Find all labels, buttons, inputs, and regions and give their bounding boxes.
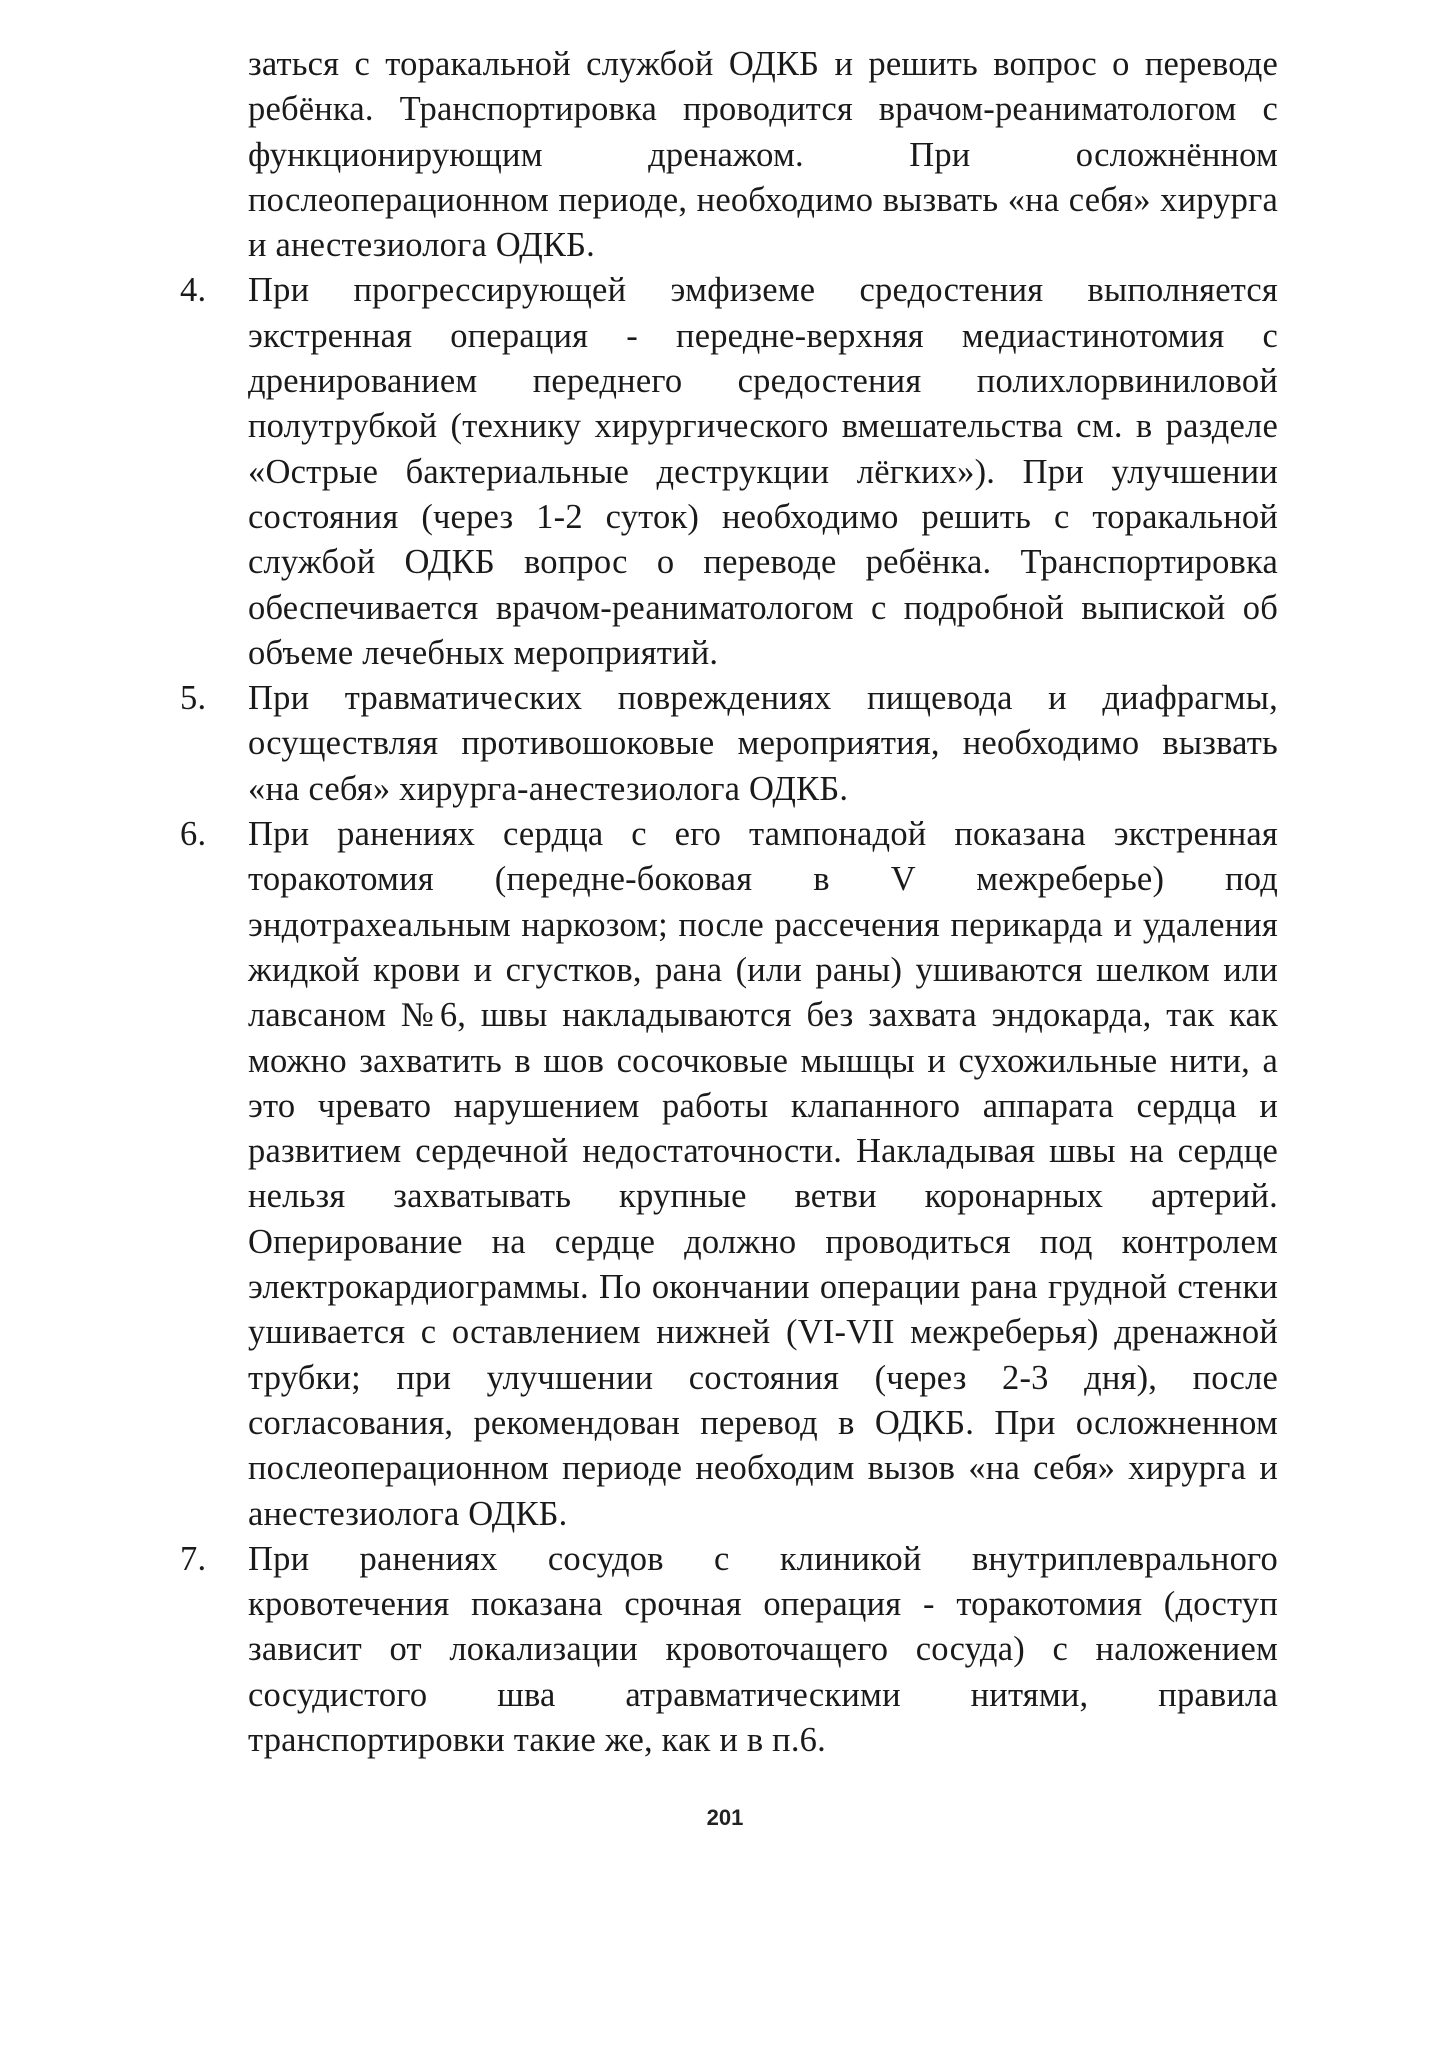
list-item-text: При прогрессирующей эмфиземе средостения выполняется экстренная операция - передне-верхняя медиастинотомия с дренированием переднего средостения полихлорвиниловой полутрубкой (технику хирургического вмешательства см. в разделе «Острые бактериальные деструкции лёгких»). При улучшении состояния (через 1-2 суток) необходимо решить с торакальной службой ОДКБ вопрос о переводе ребёнка. Транспортировка обеспечивается врачом-реаниматологом с подробной выпиской об объеме лечебных мероприятий. — [248, 271, 1278, 672]
list-item-6 — [180, 812, 1278, 1537]
body-text — [180, 42, 1278, 1763]
list-item-text: При травматических повреждениях пищевода и диафрагмы, осуществляя противошоковые мероприятия, необходимо вызвать «на себя» хирурга-анестезиолога ОДКБ. — [248, 679, 1278, 808]
list-number: 6. — [180, 815, 207, 854]
list-number: 5. — [180, 679, 207, 718]
page-number: 201 — [706, 1805, 744, 1830]
continuation-paragraph: заться с торакальной службой ОДКБ и решить вопрос о переводе ребёнка. Транспортировка проводится врачом-реаниматологом с функционирующим дренажом. При осложнённом послеоперационном периоде, необходимо вызвать «на себя» хирурга и анестезиолога ОДКБ. — [248, 45, 1278, 265]
list-item-text: При ранениях сосудов с клиникой внутриплеврального кровотечения показана срочная операция - торакотомия (доступ зависит от локализации кровоточащего сосуда) с наложением сосудистого шва атравматическими нитями, правила транспортировки такие же, как и в п.6. — [248, 1539, 1278, 1759]
list-item-4 — [180, 268, 1278, 676]
list-item-text: При ранениях сердца с его тампонадой показана экстренная торакотомия (передне-боковая в V межреберье) под эндотрахеальным наркозом; после рассечения перикарда и удаления жидкой крови и сгустков, рана (или раны) ушиваются шелком или лавсаном №6, швы накладываются без захвата эндокарда, так как можно захватить в шов сосочковые мышцы и сухожильные нити, а это чревато нарушением работы клапанного аппарата сердца и развитием сердечной недостаточности. Накладывая швы на сердце нельзя захватывать крупные ветви коронарных артерий. Оперирование на сердце должно проводиться под контролем электрокардиограммы. По окончании операции рана грудной стенки ушивается с оставлением нижней (VI-VII межреберья) дренажной трубки; при улучшении состояния (через 2-3 дня), после согласования, рекомендован перевод в ОДКБ. При осложненном послеоперационном периоде необходим вызов «на себя» хирурга и анестезиолога ОДКБ. — [248, 815, 1278, 1533]
list-number: 7. — [180, 1539, 207, 1578]
list-item-5 — [180, 676, 1278, 812]
list-number: 4. — [180, 271, 207, 310]
list-item-7 — [180, 1537, 1278, 1763]
